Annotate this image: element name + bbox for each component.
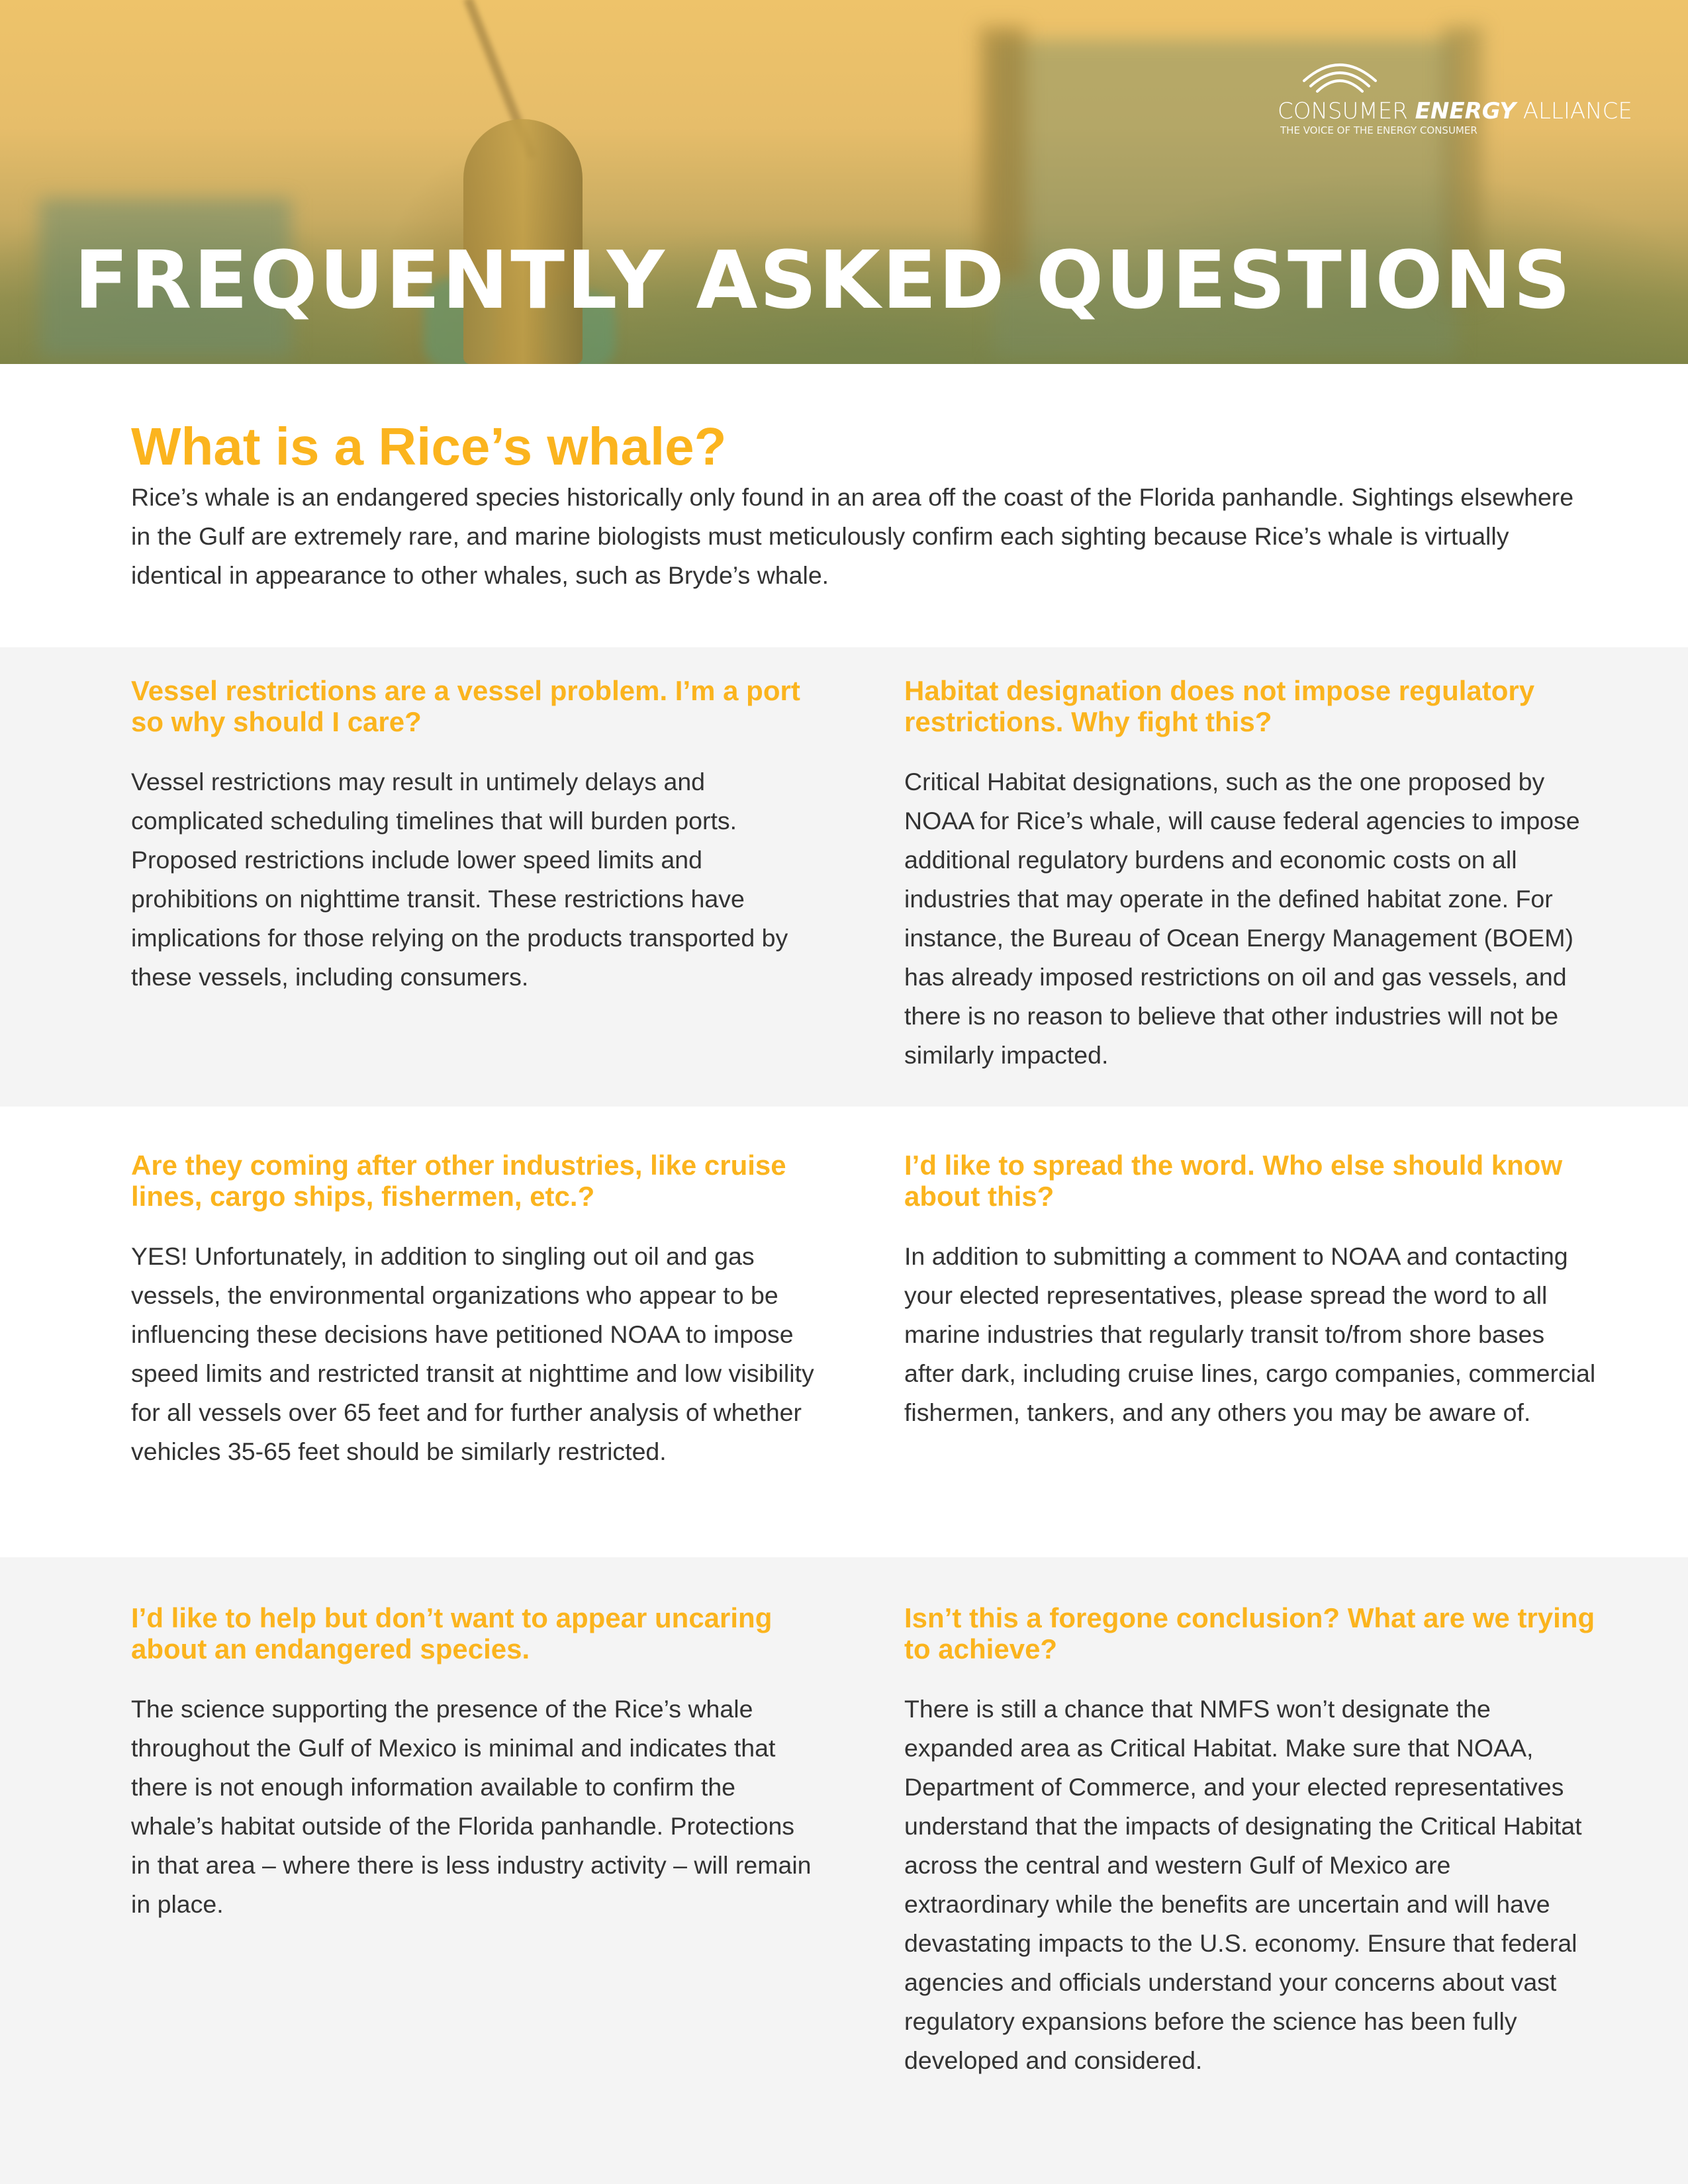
logo-name-prefix: CONSUMER (1278, 98, 1415, 124)
logo-name-suffix: ALLIANCE (1515, 98, 1632, 124)
faq-row-3 (0, 1557, 1688, 2184)
faq-row-2 (0, 1107, 1688, 1557)
logo-wordmark (1278, 98, 1635, 124)
hero-banner (0, 0, 1688, 364)
intro-section (0, 364, 1688, 647)
faq-answer: YES! Unfortunately, in addition to singling out oil and gas vessels, the environmental organizations who appear to be influencing these decisions have petitioned NOAA to impose speed limits and restricted transit at nighttime and low visibility for all vessels over 65 feet and for further analysis of whether vehicles 35-65 feet should be similarly restricted. (131, 1242, 814, 1465)
faq-answer: In addition to submitting a comment to NOAA and contacting your elected representatives, please spread the word to all marine industries that regularly transit to/from shore bases after dark, including cruise lines, cargo companies, commercial fishermen, tankers, and any others you may be aware of. (904, 1242, 1596, 1426)
consumer-energy-alliance-logo (1278, 54, 1635, 136)
intro-heading: What is a Rice’s whale? (131, 417, 727, 476)
faq-question: Habitat designation does not impose regulatory restrictions. Why fight this? (904, 675, 1535, 737)
logo-tagline: THE VOICE OF THE ENERGY CONSUMER (1280, 124, 1477, 136)
logo-name-emphasis: ENERGY (1415, 98, 1516, 124)
faq-item (904, 675, 1599, 1075)
faq-answer: Vessel restrictions may result in untimely delays and complicated scheduling timelines that will burden ports. Proposed restrictions include lower speed limits and prohibitions on nighttime transit. These restrictions have implications for those relying on the products transported by these vessels, including consumers. (131, 768, 788, 991)
faq-question: Vessel restrictions are a vessel problem. I’m a port so why should I care? (131, 675, 800, 737)
signal-arcs-icon (1300, 54, 1380, 94)
page-title: FREQUENTLY ASKED QUESTIONS (74, 235, 1573, 327)
faq-question: I’d like to help but don’t want to appear uncaring about an endangered species. (131, 1602, 773, 1664)
faq-item (131, 1602, 820, 1924)
intro-body: Rice’s whale is an endangered species historically only found in an area off the coast of the Florida panhandle. Sightings elsewhere in the Gulf are extremely rare, and marine biologists must meticulously confirm each sighting because Rice’s whale is virtually identical in appearance to other whales, such as Bryde’s whale. (131, 483, 1574, 589)
faq-row-1 (0, 647, 1688, 1107)
faq-item (904, 1150, 1599, 1432)
faq-answer: Critical Habitat designations, such as the one proposed by NOAA for Rice’s whale, will cause federal agencies to impose additional regulatory burdens and economic costs on all industries that may operate in the defined habitat zone. For instance, the Bureau of Ocean Energy Management (BOEM) has already imposed restrictions on oil and gas vessels, and there is no reason to believe that other industries will not be similarly impacted. (904, 768, 1580, 1069)
faq-question: Isn’t this a foregone conclusion? What are we trying to achieve? (904, 1602, 1595, 1664)
faq-question: I’d like to spread the word. Who else should know about this? (904, 1150, 1563, 1212)
faq-item (131, 675, 820, 997)
faq-answer: There is still a chance that NMFS won’t designate the expanded area as Critical Habitat. Make sure that NOAA, Department of Commerce, and your elected representatives understand that the impacts of designating the Critical Habitat across the central and western Gulf of Mexico are extraordinary while the benefits are uncertain and will have devastating impacts to the U.S. economy. Ensure that federal agencies and officials understand your concerns about vast regulatory expansions before the science has been fully developed and considered. (904, 1695, 1582, 2074)
faq-answer: The science supporting the presence of the Rice’s whale throughout the Gulf of Mexico is minimal and indicates that there is not enough information available to confirm the whale’s habitat outside of the Florida panhandle. Protections in that area – where there is less industry activity – will remain in place. (131, 1695, 812, 1918)
faq-question: Are they coming after other industries, like cruise lines, cargo ships, fishermen, etc.? (131, 1150, 786, 1212)
faq-item (904, 1602, 1599, 2080)
faq-item (131, 1150, 820, 1471)
